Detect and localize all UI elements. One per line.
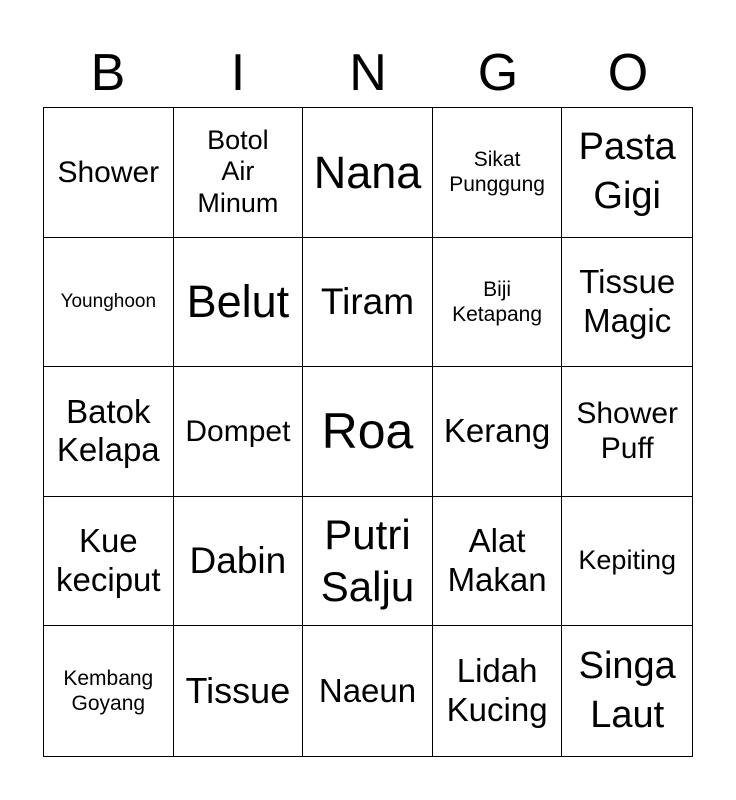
bingo-cell-label: Nana bbox=[313, 146, 422, 198]
bingo-cell[interactable] bbox=[562, 238, 692, 368]
bingo-board bbox=[43, 107, 693, 757]
bingo-cell[interactable] bbox=[433, 108, 563, 238]
bingo-cell[interactable] bbox=[562, 497, 692, 627]
bingo-cell[interactable] bbox=[174, 108, 304, 238]
bingo-cell-label: Kerang bbox=[443, 412, 551, 450]
bingo-cell-label: Belut bbox=[186, 276, 290, 328]
bingo-cell-label: Botol Air Minum bbox=[197, 124, 279, 219]
header-letter-b: B bbox=[90, 44, 126, 102]
bingo-cell[interactable] bbox=[174, 367, 304, 497]
header-letter-o: O bbox=[607, 44, 649, 102]
bingo-cell-label: Batok Kelapa bbox=[56, 392, 160, 469]
bingo-cell-label: Kembang Goyang bbox=[63, 667, 154, 716]
bingo-cell-label: Tissue Magic bbox=[579, 262, 676, 339]
bingo-cell[interactable] bbox=[562, 626, 692, 756]
bingo-cell-label: Pasta Gigi bbox=[578, 125, 676, 218]
bingo-cell[interactable] bbox=[44, 108, 174, 238]
header-letter-g: G bbox=[477, 44, 519, 102]
bingo-cell-label: Biji Ketapang bbox=[452, 277, 543, 326]
bingo-cell[interactable] bbox=[433, 626, 563, 756]
bingo-cell-label: Shower Puff bbox=[576, 397, 679, 466]
bingo-cell[interactable] bbox=[433, 367, 563, 497]
bingo-cell[interactable] bbox=[303, 108, 433, 238]
bingo-cell-label: Younghoon bbox=[60, 290, 157, 312]
bingo-cell-label: Roa bbox=[321, 402, 414, 459]
bingo-cell-label: Alat Makan bbox=[447, 522, 547, 599]
bingo-cell-label: Tissue bbox=[185, 669, 291, 711]
bingo-cell-label: Putri Salju bbox=[320, 510, 415, 611]
bingo-cell-label: Kue keciput bbox=[56, 522, 161, 599]
bingo-cell-label: Sikat Punggung bbox=[449, 148, 545, 197]
bingo-cell-label: Shower bbox=[57, 155, 160, 189]
header-letter-n: N bbox=[349, 44, 387, 102]
bingo-cell[interactable] bbox=[433, 238, 563, 368]
bingo-cell-label: Lidah Kucing bbox=[446, 652, 548, 729]
bingo-cell[interactable] bbox=[303, 497, 433, 627]
bingo-cell[interactable] bbox=[174, 626, 304, 756]
bingo-cell-label: Dabin bbox=[189, 540, 287, 582]
bingo-cell[interactable] bbox=[433, 497, 563, 627]
bingo-cell[interactable] bbox=[562, 108, 692, 238]
bingo-cell-label: Tiram bbox=[320, 281, 415, 323]
bingo-cell-label: Dompet bbox=[185, 414, 291, 448]
bingo-cell[interactable] bbox=[44, 497, 174, 627]
bingo-header bbox=[43, 40, 693, 106]
bingo-cell[interactable] bbox=[174, 497, 304, 627]
bingo-cell[interactable] bbox=[303, 626, 433, 756]
bingo-cell[interactable] bbox=[44, 238, 174, 368]
bingo-cell[interactable] bbox=[303, 367, 433, 497]
bingo-cell[interactable] bbox=[44, 626, 174, 756]
bingo-cell-label: Naeun bbox=[318, 671, 417, 709]
bingo-cell[interactable] bbox=[44, 367, 174, 497]
bingo-cell-label: Singa Laut bbox=[578, 644, 676, 737]
bingo-cell[interactable] bbox=[562, 367, 692, 497]
bingo-cell-label: Kepiting bbox=[578, 545, 676, 576]
bingo-cell[interactable] bbox=[174, 238, 304, 368]
bingo-cell[interactable] bbox=[303, 238, 433, 368]
header-letter-i: I bbox=[230, 44, 246, 102]
